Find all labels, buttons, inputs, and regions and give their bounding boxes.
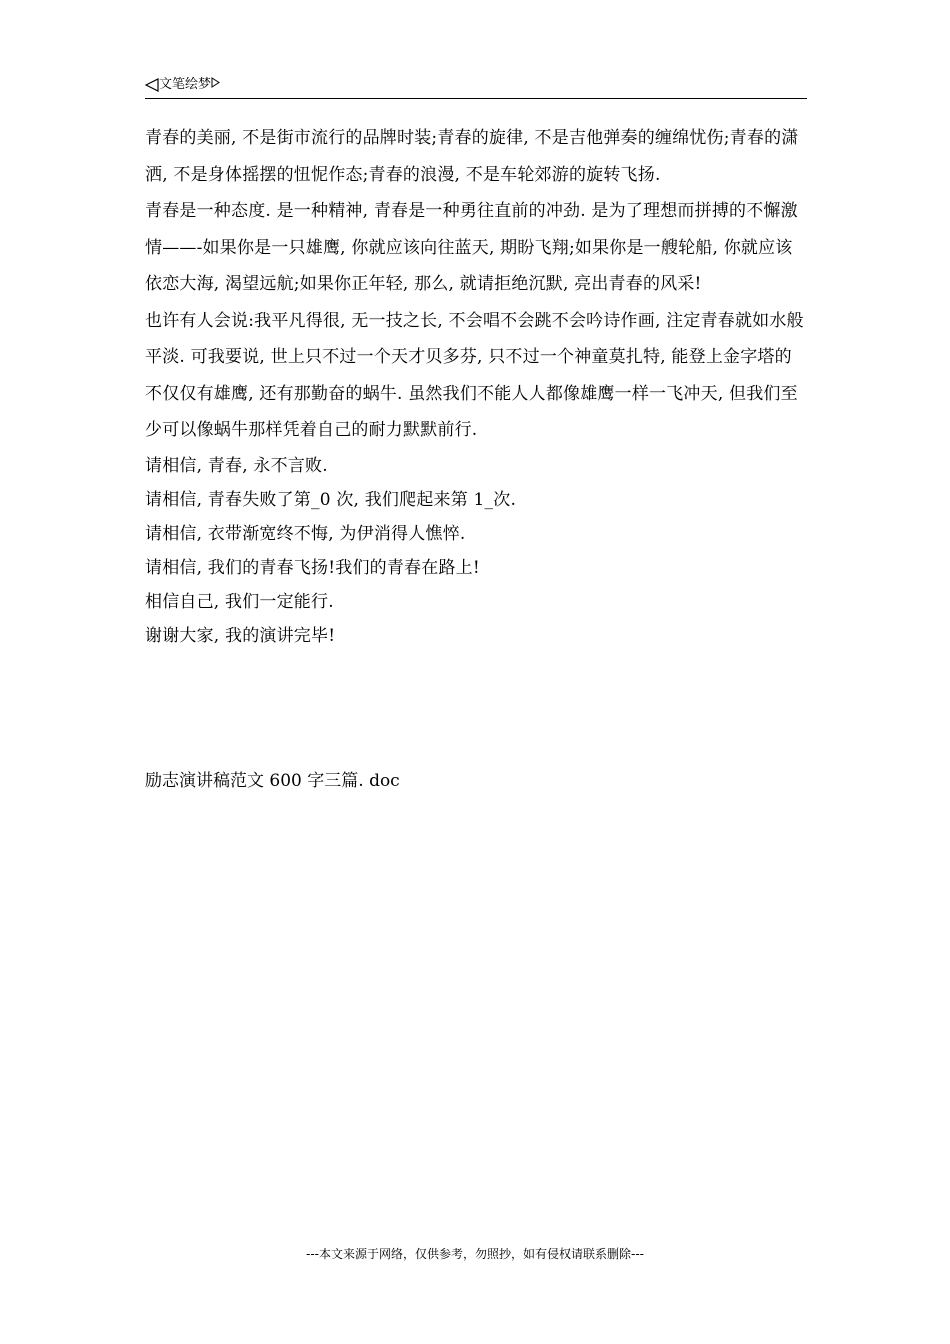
header-brand-text: 文笔绘梦	[159, 77, 212, 92]
paragraph: 谢谢大家, 我的演讲完毕!	[145, 625, 336, 646]
paragraph: 请相信, 青春, 永不言败.	[145, 455, 328, 476]
paragraph: 青春是一种态度. 是一种精神, 青春是一种勇往直前的冲劲. 是为了理想而拼搏的不懈激情——-如果你是一只雄鹰, 你就应该向往蓝天, 期盼飞翔;如果你是一艘轮船, 你就应该依恋大海, 渴望远航;如果你正年轻, 那么, 就请拒绝沉默, 亮出青春的风采!	[145, 201, 798, 294]
left-triangle-icon	[145, 78, 159, 92]
paragraph: 相信自己, 我们一定能行.	[145, 591, 334, 612]
footer-notice: ---本文来源于网络，仅供参考，勿照抄，如有侵权请联系删除---	[306, 1247, 644, 1261]
paragraph: 也许有人会说:我平凡得很, 无一技之长, 不会唱不会跳不会吟诗作画, 注定青春就如水般平淡. 可我要说, 世上只不过一个天才贝多芬, 只不过一个神童莫扎特, 能登上金字塔的不仅仅有雄鹰, 还有那勤奋的蜗牛. 虽然我们不能人人都像雄鹰一样一飞冲天, 但我们至少可以像蜗牛那样凭着自己的耐力默默前行.	[145, 310, 804, 440]
article-body	[145, 120, 809, 653]
paragraph: 请相信, 我们的青春飞扬!我们的青春在路上!	[145, 557, 480, 578]
paragraph: 请相信, 青春失败了第_0 次, 我们爬起来第 1_次.	[145, 489, 517, 510]
header-brand	[145, 76, 220, 94]
document-filename: 励志演讲稿范文 600 字三篇. doc	[145, 771, 400, 791]
paragraph: 请相信, 衣带渐宽终不悔, 为伊消得人憔悴.	[145, 523, 466, 544]
page-header	[145, 74, 807, 99]
paragraph: 青春的美丽, 不是街市流行的品牌时装;青春的旋律, 不是吉他弹奏的缠绵忧伤;青春的潇洒, 不是身体摇摆的忸怩作态;青春的浪漫, 不是车轮郊游的旋转飞扬.	[145, 128, 799, 185]
right-triangle-icon	[211, 77, 220, 89]
